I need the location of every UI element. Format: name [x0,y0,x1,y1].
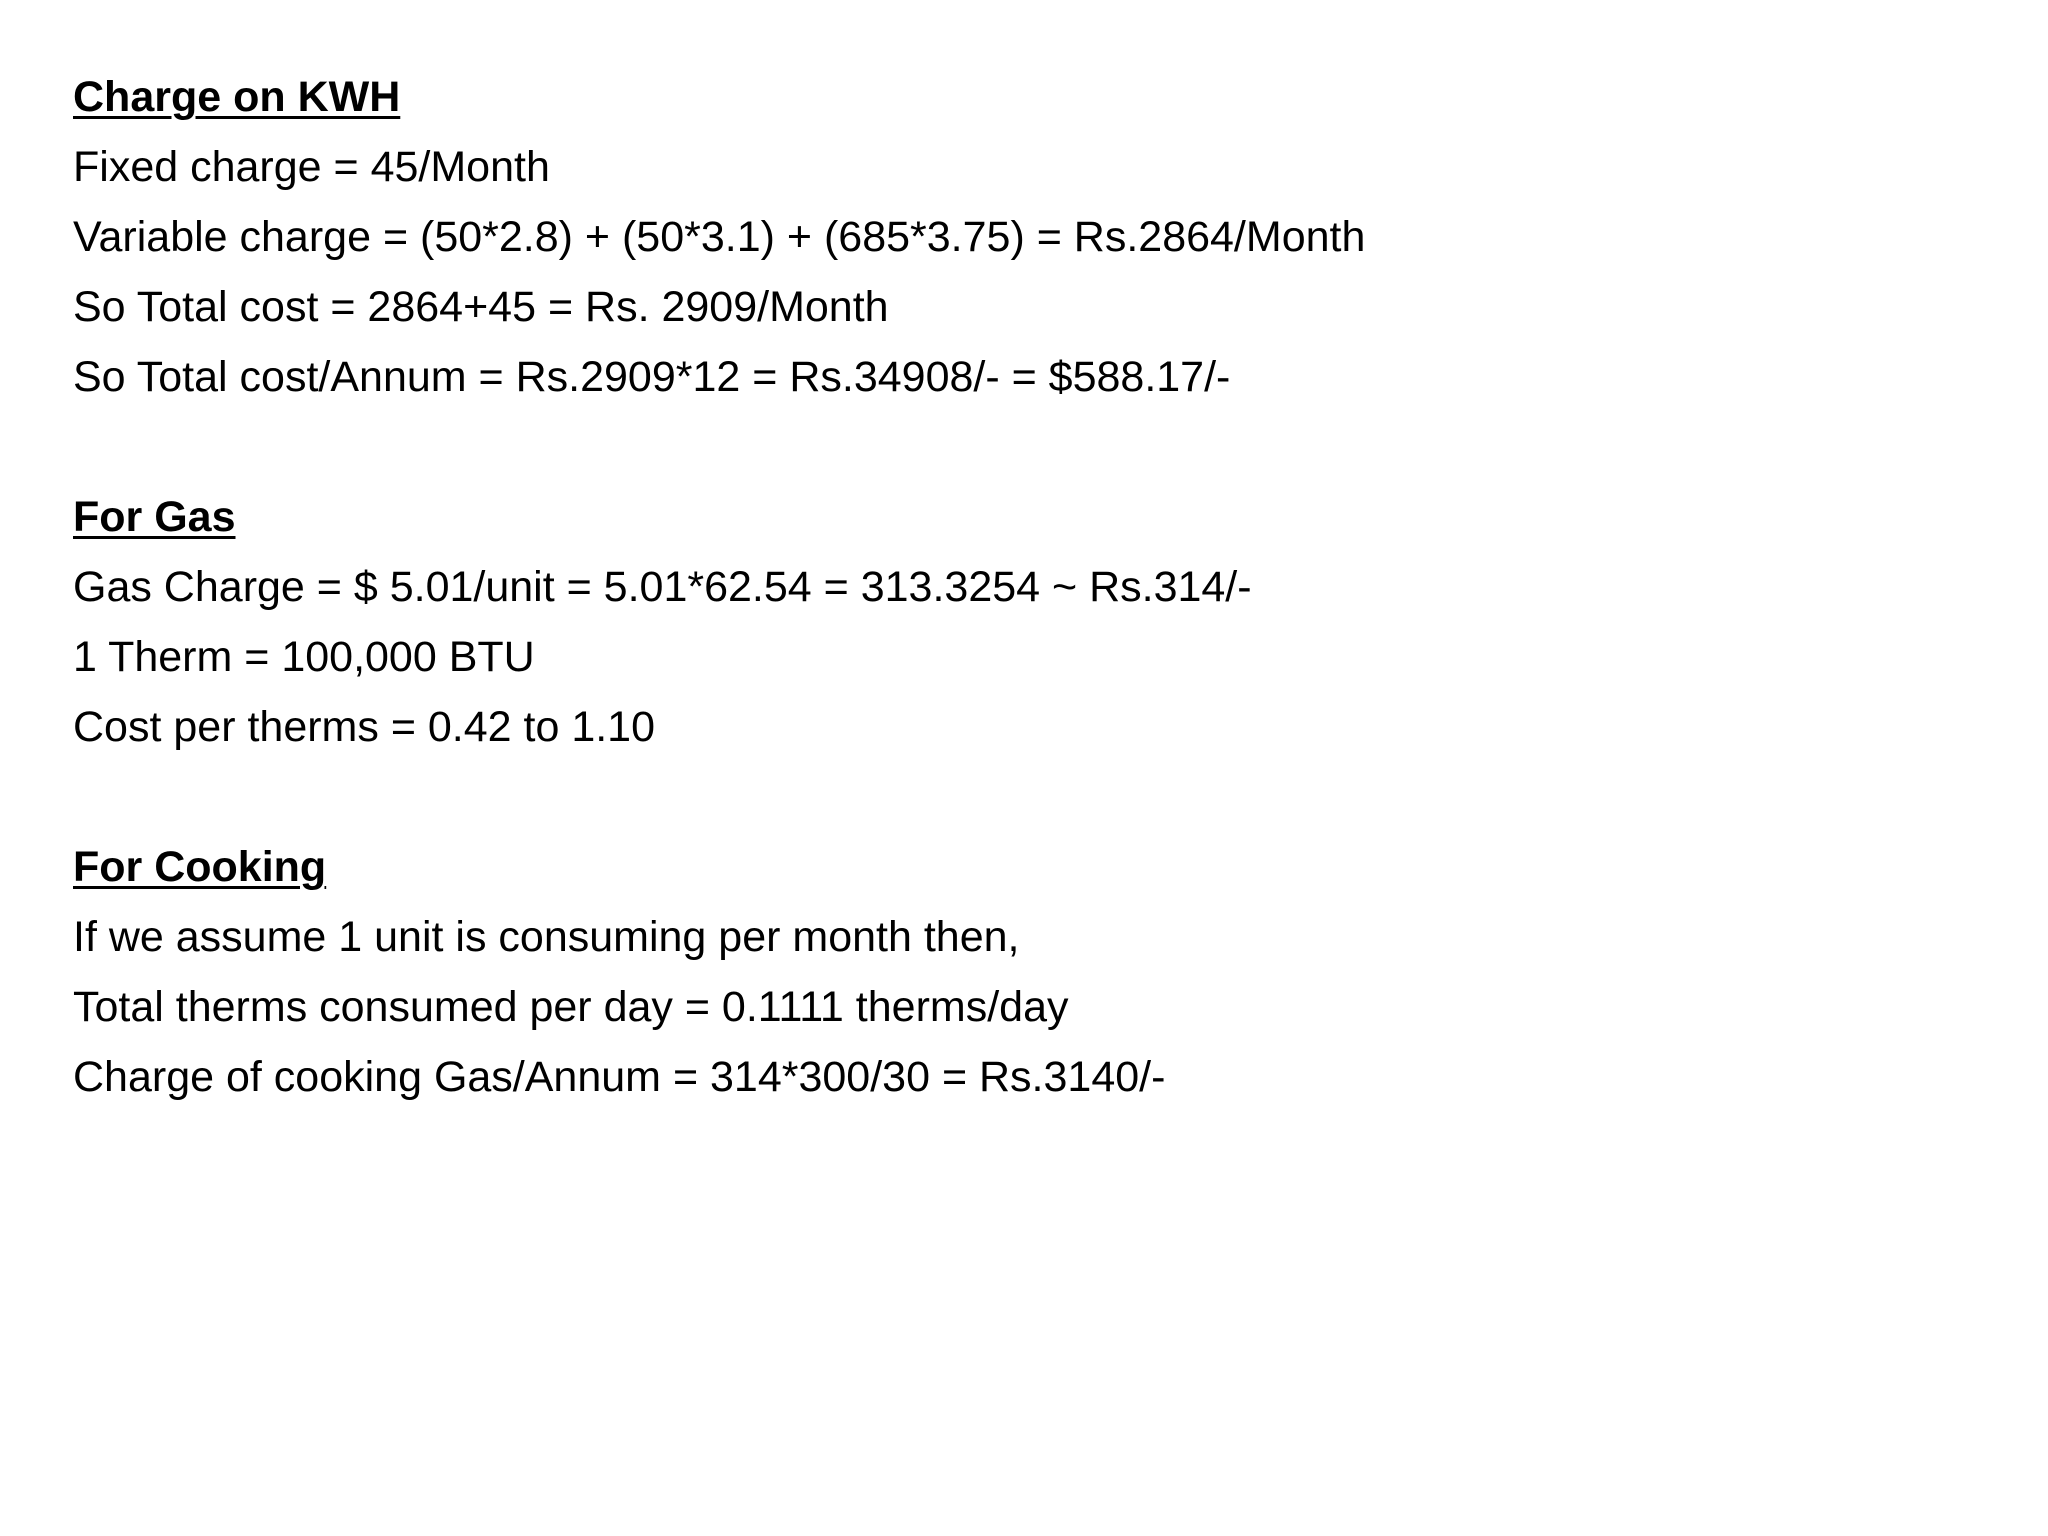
therm-definition-line: 1 Therm = 100,000 BTU [73,633,535,681]
section-heading-gas: For Gas [73,493,236,541]
slide-content [73,62,1973,1112]
section-gas [73,482,1973,762]
section-kwh [73,62,1973,412]
variable-charge-line: Variable charge = (50*2.8) + (50*3.1) + (685*3.75) = Rs.2864/Month [73,213,1366,261]
cooking-gas-annum-line: Charge of cooking Gas/Annum = 314*300/30 = Rs.3140/- [73,1053,1166,1101]
section-heading-kwh: Charge on KWH [73,73,401,121]
cost-per-therm-line: Cost per therms = 0.42 to 1.10 [73,703,656,751]
section-spacer [73,412,1973,482]
assumption-line: If we assume 1 unit is consuming per month then, [73,913,1020,961]
therms-per-day-line: Total therms consumed per day = 0.1111 therms/day [73,983,1069,1031]
total-cost-annum-line: So Total cost/Annum = Rs.2909*12 = Rs.34908/- = $588.17/- [73,353,1231,401]
fixed-charge-line: Fixed charge = 45/Month [73,143,550,191]
section-heading-cooking: For Cooking [73,843,327,891]
section-spacer [73,762,1973,832]
total-cost-line: So Total cost = 2864+45 = Rs. 2909/Month [73,283,889,331]
section-cooking [73,832,1973,1112]
gas-charge-line: Gas Charge = $ 5.01/unit = 5.01*62.54 = 313.3254 ~ Rs.314/- [73,563,1252,611]
